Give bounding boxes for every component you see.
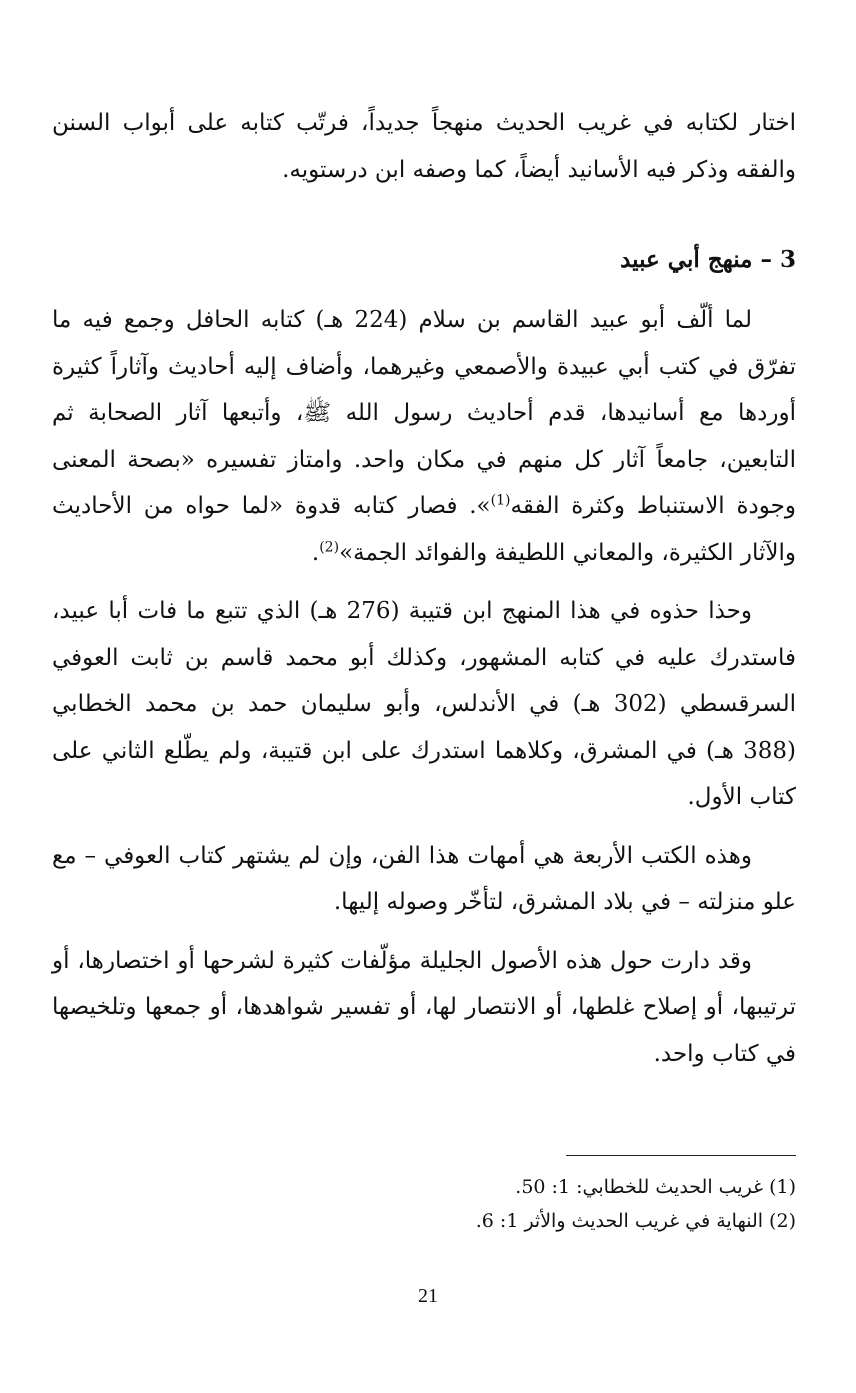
paragraph-abu-ubaid [52, 297, 796, 576]
paragraph-four-books: وهذه الكتب الأربعة هي أمهات هذا الفن، وإن لم يشتهر كتاب العوفي – مع علو منزلته – في بلاد المشرق، لتأخّر وصوله إليها. [52, 842, 796, 915]
footnote-ref-2[interactable]: (2) [319, 538, 340, 555]
footnotes [52, 1155, 796, 1238]
paragraph-intro: اختار لكتابه في غريب الحديث منهجاً جديداً، فرتّب كتابه على أبواب السنن والفقه وذكر فيه الأسانيد أيضاً، كما وصفه ابن درستويه. [52, 110, 796, 183]
page-body [52, 100, 796, 1077]
footnote-ref-1[interactable]: (1) [490, 492, 511, 509]
footnote-2: (2) النهاية في غريب الحديث والأثر 1: 6. [475, 1210, 796, 1232]
section-heading: 3 – منهج أبي عبيد [620, 246, 796, 273]
paragraph-abu-ubaid-end: . [311, 539, 320, 566]
footnote-1: (1) غريب الحديث للخطابي: 1: 50. [515, 1176, 796, 1198]
paragraph-derived-works: وقد دارت حول هذه الأصول الجليلة مؤلّفات كثيرة لشرحها أو اختصارها، أو ترتيبها، أو إصلاح غلطها، أو الانتصار لها، أو تفسير شواهدها، أو جمعها وتلخيصها في كتاب واحد. [52, 947, 796, 1067]
page-number: 21 [418, 1285, 438, 1307]
paragraph-ibn-qutayba: وحذا حذوه في هذا المنهج ابن قتيبة (276 هـ) الذي تتبع ما فات أبا عبيد، فاستدرك عليه في كتابه المشهور، وكذلك أبو محمد قاسم بن ثابت العوفي السرقسطي (302 هـ) في الأندلس، وأبو سليمان حمد بن محمد الخطابي (388 هـ) في المشرق، وكلاهما استدرك على ابن قتيبة، ولم يطّلع الثاني على كتاب الأول. [52, 598, 796, 810]
paragraph-abu-ubaid-text-2: ». فصار كتابه قدوة «لما حواه من الأحاديث والآثار الكثيرة، والمعاني اللطيفة والفوائد الجمة» [52, 493, 796, 566]
footnote-divider [566, 1155, 796, 1156]
paragraph-abu-ubaid-text: لما ألّف أبو عبيد القاسم بن سلام (224 هـ) كتابه الحافل وجمع فيه ما تفرّق في كتب أبي عبيدة والأصمعي وغيرهما، وأضاف إليه أحاديث وآثاراً كثيرة أوردها مع أسانيدها، قدم أحاديث رسول الله ﷺ، وأتبعها آثار الصحابة ثم التابعين، جامعاً آثار كل منهم في مكان واحد. وامتاز تفسيره «بصحة المعنى وجودة الاستنباط وكثرة الفقه [52, 307, 797, 519]
